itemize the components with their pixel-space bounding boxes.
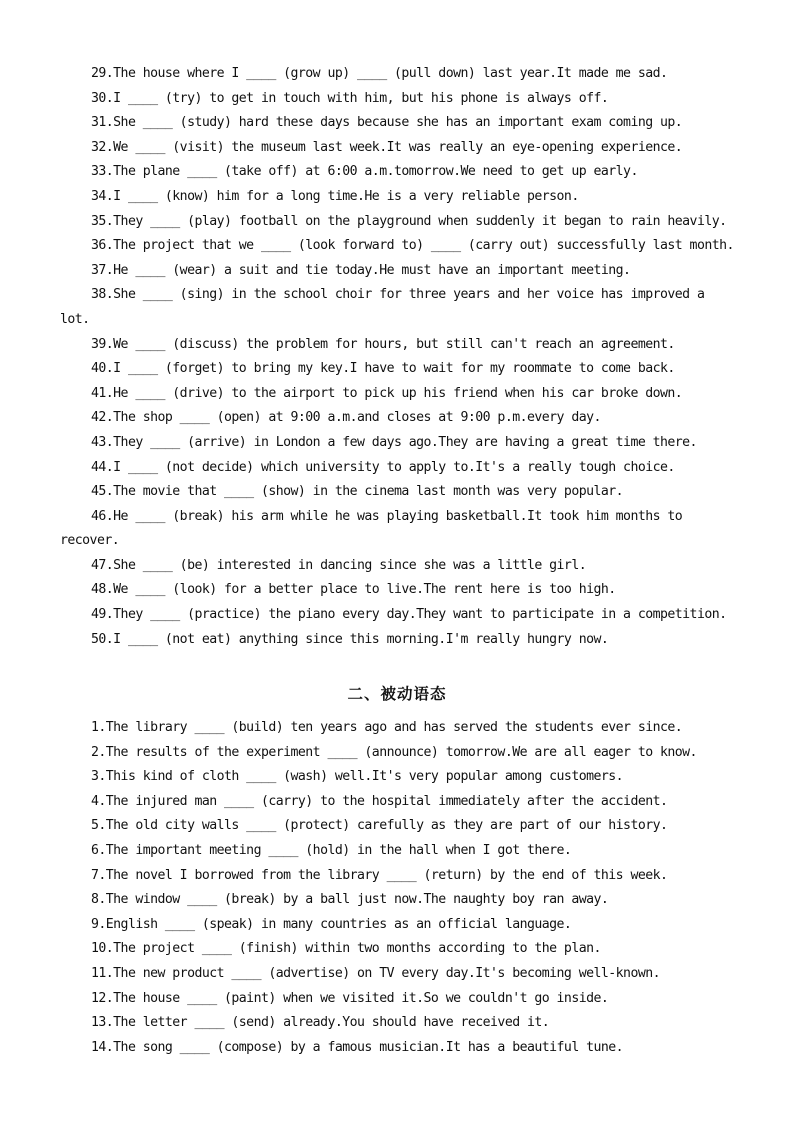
exercise-item: 35.They ____ (play) football on the playground when suddenly it began to rain heavily. [91, 213, 727, 229]
exercise-item: 31.She ____ (study) hard these days because she has an important exam coming up. [91, 115, 683, 131]
exercise-item: 33.The plane ____ (take off) at 6:00 a.m.tomorrow.We need to get up early. [91, 164, 638, 180]
exercise-item: 50.I ____ (not eat) anything since this morning.I'm really hungry now. [91, 631, 609, 647]
exercise-item: 29.The house where I ____ (grow up) ____ (pull down) last year.It made me sad. [91, 66, 668, 81]
exercise-item: 43.They ____ (arrive) in London a few days ago.They are having a great time there. [91, 434, 697, 450]
passive-voice-exercise-list [60, 716, 736, 1060]
exercise-item: 34.I ____ (know) him for a long time.He is a very reliable person. [91, 188, 579, 204]
tense-exercise-list [60, 62, 736, 652]
exercise-item: 47.She ____ (be) interested in dancing since she was a little girl. [91, 557, 587, 573]
exercise-item: 40.I ____ (forget) to bring my key.I have to wait for my roommate to come back. [91, 361, 675, 377]
exercise-item: 46.He ____ (break) his arm while he was playing basketball.It took him months to recover. [60, 508, 683, 549]
exercise-item: 2.The results of the experiment ____ (announce) tomorrow.We are all eager to know. [91, 744, 697, 760]
section-heading-passive-voice: 二、被动语态 [347, 685, 447, 703]
exercise-item: 4.The injured man ____ (carry) to the hospital immediately after the accident. [91, 793, 668, 809]
exercise-item: 36.The project that we ____ (look forward to) ____ (carry out) successfully last month. [91, 238, 734, 254]
exercise-item: 11.The new product ____ (advertise) on TV every day.It's becoming well-known. [91, 965, 660, 981]
exercise-item: 39.We ____ (discuss) the problem for hours, but still can't reach an agreement. [91, 336, 675, 352]
exercise-item: 48.We ____ (look) for a better place to live.The rent here is too high. [91, 582, 616, 598]
exercise-item: 45.The movie that ____ (show) in the cinema last month was very popular. [91, 484, 624, 500]
exercise-item: 14.The song ____ (compose) by a famous musician.It has a beautiful tune. [91, 1039, 624, 1055]
exercise-item: 12.The house ____ (paint) when we visited it.So we couldn't go inside. [91, 990, 609, 1006]
exercise-item: 42.The shop ____ (open) at 9:00 a.m.and closes at 9:00 p.m.every day. [91, 410, 601, 426]
exercise-item: 41.He ____ (drive) to the airport to pick up his friend when his car broke down. [91, 385, 683, 401]
exercise-item: 37.He ____ (wear) a suit and tie today.He must have an important meeting. [91, 262, 631, 278]
exercise-item: 1.The library ____ (build) ten years ago and has served the students ever since. [91, 720, 683, 735]
exercise-item: 10.The project ____ (finish) within two months according to the plan. [91, 941, 601, 957]
exercise-item: 44.I ____ (not decide) which university to apply to.It's a really tough choice. [91, 459, 675, 475]
exercise-item: 8.The window ____ (break) by a ball just now.The naughty boy ran away. [91, 892, 609, 908]
exercise-item: 7.The novel I borrowed from the library ____ (return) by the end of this week. [91, 867, 668, 883]
exercise-item: 49.They ____ (practice) the piano every day.They want to participate in a competition. [91, 607, 727, 623]
exercise-item: 13.The letter ____ (send) already.You should have received it. [91, 1015, 550, 1031]
exercise-item: 38.She ____ (sing) in the school choir for three years and her voice has improved a lot. [60, 287, 705, 327]
exercise-item: 30.I ____ (try) to get in touch with him, but his phone is always off. [91, 90, 609, 106]
exercise-item: 5.The old city walls ____ (protect) carefully as they are part of our history. [91, 818, 668, 834]
exercise-item: 32.We ____ (visit) the museum last week.It was really an eye-opening experience. [91, 139, 683, 155]
exercise-item: 9.English ____ (speak) in many countries as an official language. [91, 916, 572, 932]
exercise-item: 6.The important meeting ____ (hold) in the hall when I got there. [91, 842, 572, 858]
exercise-item: 3.This kind of cloth ____ (wash) well.It's very popular among customers. [91, 769, 624, 785]
